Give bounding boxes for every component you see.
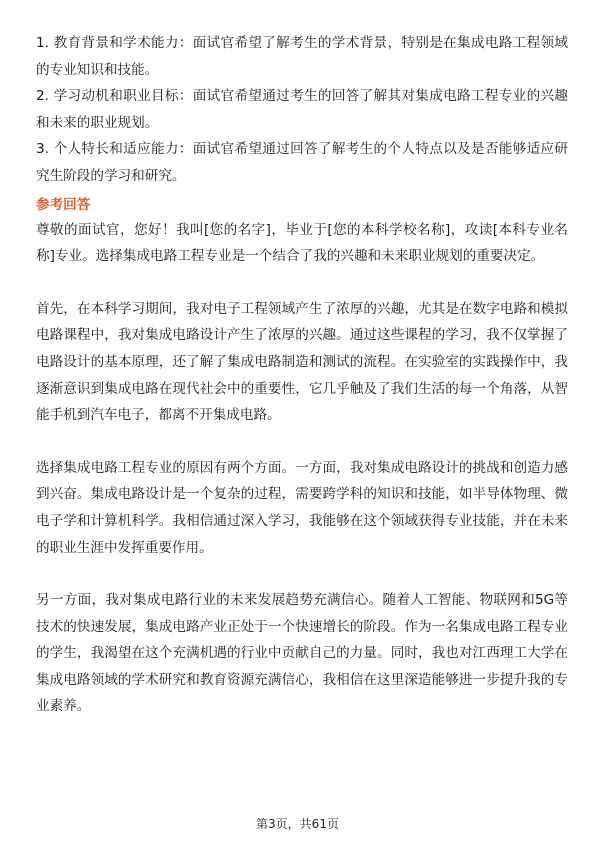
paragraph-first: 首先，在本科学习期间，我对电子工程领域产生了浓厚的兴趣，尤其是在数字电路和模拟电路课程中，我对集成电路设计产生了浓厚的兴趣。通过这些课程的学习，我不仅掌握了电路设计的基本原理，还了解了集成电路制造和测试的流程。在实验室的实践操作中，我逐渐意识到集成电路在现代社会中的重要性，它几乎触及了我们生活的每一个角落，从智能手机到汽车电子，都离不开集成电路。 (36, 300, 568, 424)
paragraph-intro: 尊敬的面试官，您好！我叫[您的名字]，毕业于[您的本科学校名称]，攻读[本科专业名称]专业。选择集成电路工程专业是一个结合了我的兴趣和未来职业规划的重要决定。 (36, 221, 568, 265)
paragraph-outlook: 另一方面，我对集成电路行业的未来发展趋势充满信心。随着人工智能、物联网和5G等技术的快速发展，集成电路产业正处于一个快速增长的阶段。作为一名集成电路工程专业的学生，我渴望在这个充满机遇的行业中贡献自己的力量。同时，我也对江西理工大学在集成电路领域的学术研究和教育资源充满信心，我相信在这里深造能够进一步提升我的专业素养。 (36, 592, 568, 715)
paragraph-gap (36, 561, 568, 587)
paragraph-reasons: 选择集成电路工程专业的原因有两个方面。一方面，我对集成电路设计的挑战和创造力感到兴奋。集成电路设计是一个复杂的过程，需要跨学科的知识和技能，如半导体物理、微电子学和计算机科学。我相信通过深入学习，我能够在这个领域获得专业技能，并在未来的职业生涯中发挥重要作用。 (36, 459, 568, 556)
page-number: 第3页，共61页 (256, 817, 339, 831)
point-3: 3. 个人特长和适应能力：面试官希望通过回答了解考生的个人特点以及是否能够适应研究生阶段的学习和研究。 (36, 141, 568, 184)
point-1: 1. 教育背景和学术能力：面试官希望了解考生的学术背景，特别是在集成电路工程领域的专业知识和技能。 (36, 35, 568, 78)
paragraph-gap (36, 270, 568, 296)
section-heading: 参考回答 (36, 196, 91, 213)
point-2: 2. 学习动机和职业目标：面试官希望通过考生的回答了解其对集成电路工程专业的兴趣和未来的职业规划。 (36, 88, 568, 131)
page-content (36, 30, 568, 720)
paragraph-gap (36, 429, 568, 455)
